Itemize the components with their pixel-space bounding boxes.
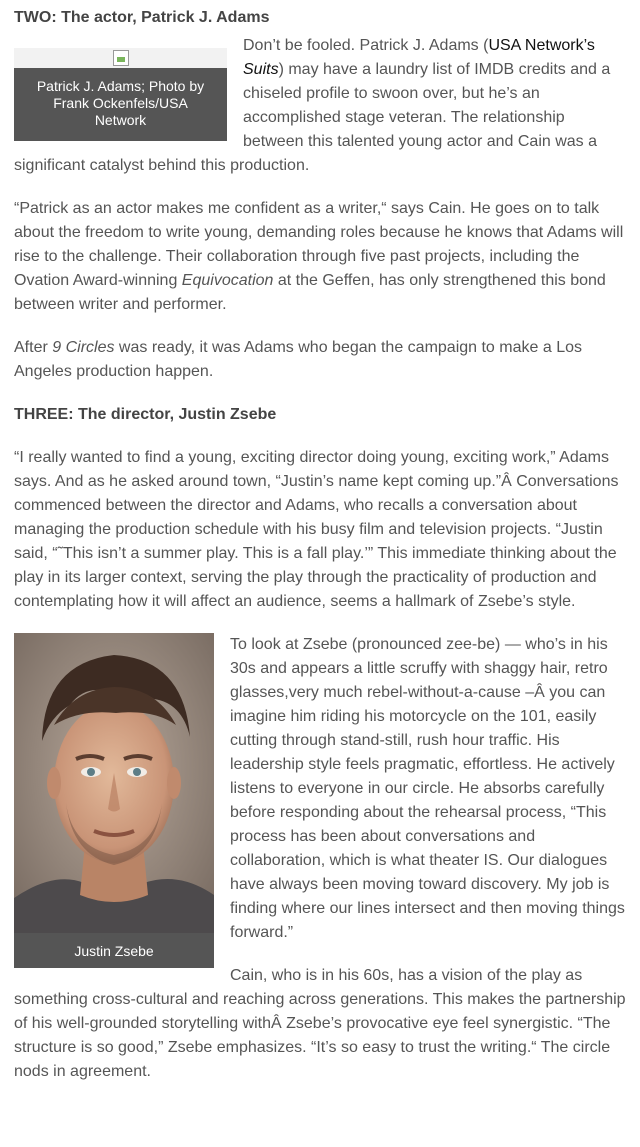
paragraph xyxy=(14,336,626,384)
figure-caption: Justin Zsebe xyxy=(74,943,154,959)
section-heading-three: THREE: The director, Justin Zsebe xyxy=(14,406,277,423)
text-run: Don’t be fooled. Patrick J. Adams ( xyxy=(243,37,489,54)
section-heading-two: TWO: The actor, Patrick J. Adams xyxy=(14,9,270,26)
paragraph xyxy=(14,197,626,317)
section-two xyxy=(14,0,626,403)
text-run: ) may have a laundry list of IMDB credits and a chiseled profile to swoon over, but he’s an accomplished stage veteran. The relationship between this talented young actor and Cain was a significant catalyst behind this production. xyxy=(14,61,611,174)
patrick-adams-figure xyxy=(14,48,227,141)
broken-image-icon xyxy=(113,50,129,66)
text-run: at the Geffen, has only strengthened this bond between writer and performer. xyxy=(14,272,606,313)
link-text-em: Suits xyxy=(243,61,279,78)
paragraph: To look at Zsebe (pronounced zee-be) — who’s in his 30s and appears a little scruffy with shaggy hair, retro glasses,very much rebel-without-a-cause –Â you can imagine him riding his motorcycle on the 101, easily cutting through stand-still, rush hour traffic. His leadership style feels pragmatic, effortless. He actively listens to everyone in our circle. He absorbs carefully before responding about the rehearsal process, “This process has been about conversations and collaboration, which is what theater IS. Our dialogues have always been moving toward discovery. My job is finding where our lines intersect and then moving things forward.” xyxy=(230,636,625,941)
text-run: was ready, it was Adams who began the campaign to make a Los Angeles production happen. xyxy=(14,339,582,380)
link-text: USA Network’s xyxy=(488,37,595,54)
play-title: Equivocation xyxy=(181,272,274,289)
justin-zsebe-figure xyxy=(14,633,214,968)
justin-zsebe-portrait xyxy=(14,633,214,933)
text-run: “Patrick as an actor makes me confident as a writer,“ says Cain. He goes on to talk about the freedom to write young, demanding roles because he knows that Adams will rise to the challenge. Their collaboration through five past projects, including the Ovation Award-winning xyxy=(14,200,624,289)
paragraph: “I really wanted to find a young, exciting director doing young, exciting work,” Adams says. And as he asked around town, “Justin’s name kept coming up.”Â Conversations commenced between the director and Adams, who recalls a conversation about managing the production schedule with his busy film and television projects. “Justin said, “˜This isn’t a summer play. This is a fall play.’” This immediate thinking about the play in its larger context, serving the play through the practicality of production and contemplating how it will affect an audience, seems a hallmark of Zsebe’s style. xyxy=(14,449,619,610)
paragraph: Cain, who is in his 60s, has a vision of the play as something cross-cultural and reaching across generations. This makes the partnership of his well-grounded storytelling withÂ Zsebe’s provocative eye feel synergistic. “The structure is so good,” Zsebe emphasizes. “It’s so easy to trust the writing.“ The circle nods in agreement. xyxy=(14,967,626,1080)
figure-caption: Patrick J. Adams; Photo by Frank Ockenfels/USA Network xyxy=(36,78,205,128)
play-title: 9 Circles xyxy=(52,339,115,356)
section-three xyxy=(14,403,626,1084)
text-run: After xyxy=(14,339,53,356)
broken-image-placeholder xyxy=(14,48,227,68)
